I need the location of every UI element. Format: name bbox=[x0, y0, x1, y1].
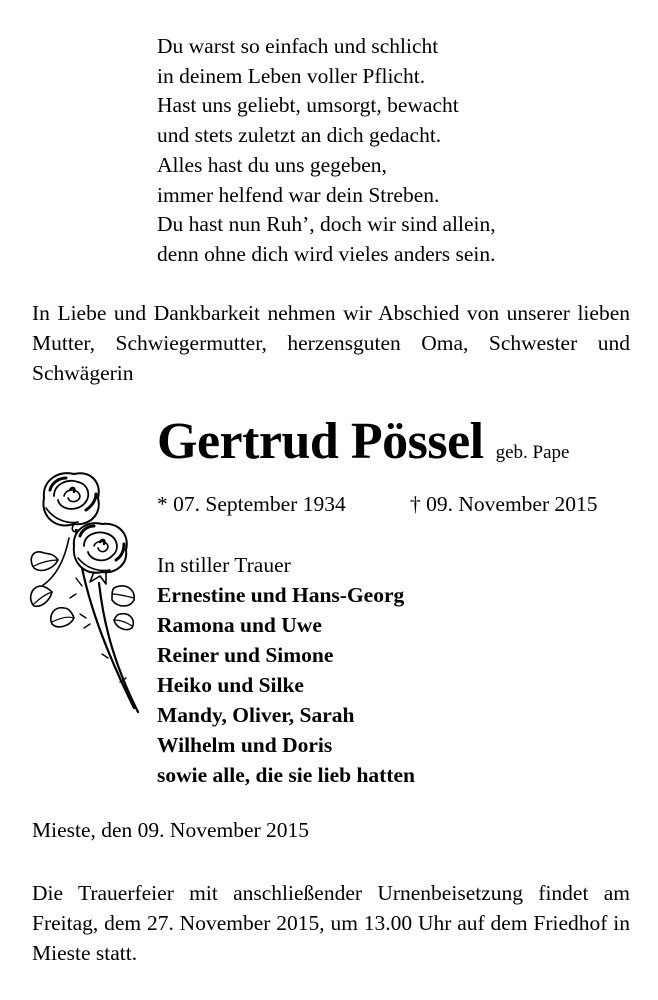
funeral-notice: Die Trauerfeier mit anschließender Urnenbeisetzung findet am Freitag, dem 27. November 2015, um 13.00 Uhr auf dem Friedhof in Mieste statt. bbox=[32, 881, 630, 965]
roses-icon bbox=[24, 468, 149, 718]
poem-line: Hast uns geliebt, umsorgt, bewacht bbox=[157, 93, 459, 118]
poem-line: in deinem Leben voller Pflicht. bbox=[157, 63, 426, 88]
maiden-name: geb. Pape bbox=[495, 442, 570, 463]
mourner-name: Mandy, Oliver, Sarah bbox=[157, 703, 355, 727]
place-date: Mieste, den 09. November 2015 bbox=[32, 818, 310, 842]
poem-line: denn ohne dich wird vieles anders sein. bbox=[157, 241, 496, 266]
mourner-name: Wilhelm und Doris bbox=[157, 733, 333, 757]
mourner-name: Reiner und Simone bbox=[157, 643, 334, 667]
mourning-heading: In stiller Trauer bbox=[157, 553, 291, 577]
poem-line: immer helfend war dein Streben. bbox=[157, 182, 440, 207]
birth-date: * 07. September 1934 bbox=[157, 492, 346, 516]
poem-line: und stets zuletzt an dich gedacht. bbox=[157, 123, 442, 148]
poem-line: Du hast nun Ruh’, doch wir sind allein, bbox=[157, 212, 496, 237]
poem bbox=[157, 32, 496, 270]
intro-text: In Liebe und Dankbarkeit nehmen wir Abschied von unserer lieben Mutter, Schwiegermutter, herzensguten Oma, Schwester und Schwägerin bbox=[32, 301, 630, 385]
poem-line: Alles hast du uns gegeben, bbox=[157, 152, 387, 177]
mourner-name: Ramona und Uwe bbox=[157, 613, 322, 637]
mourner-name: Heiko und Silke bbox=[157, 673, 304, 697]
death-date: † 09. November 2015 bbox=[410, 492, 598, 516]
mourner-name: sowie alle, die sie lieb hatten bbox=[157, 763, 415, 787]
deceased-name: Gertrud Pössel bbox=[157, 413, 484, 470]
deceased-name-line bbox=[157, 412, 569, 471]
poem-line: Du warst so einfach und schlicht bbox=[157, 34, 439, 58]
mourners-list bbox=[157, 550, 415, 790]
mourner-name: Ernestine und Hans-Georg bbox=[157, 583, 405, 607]
